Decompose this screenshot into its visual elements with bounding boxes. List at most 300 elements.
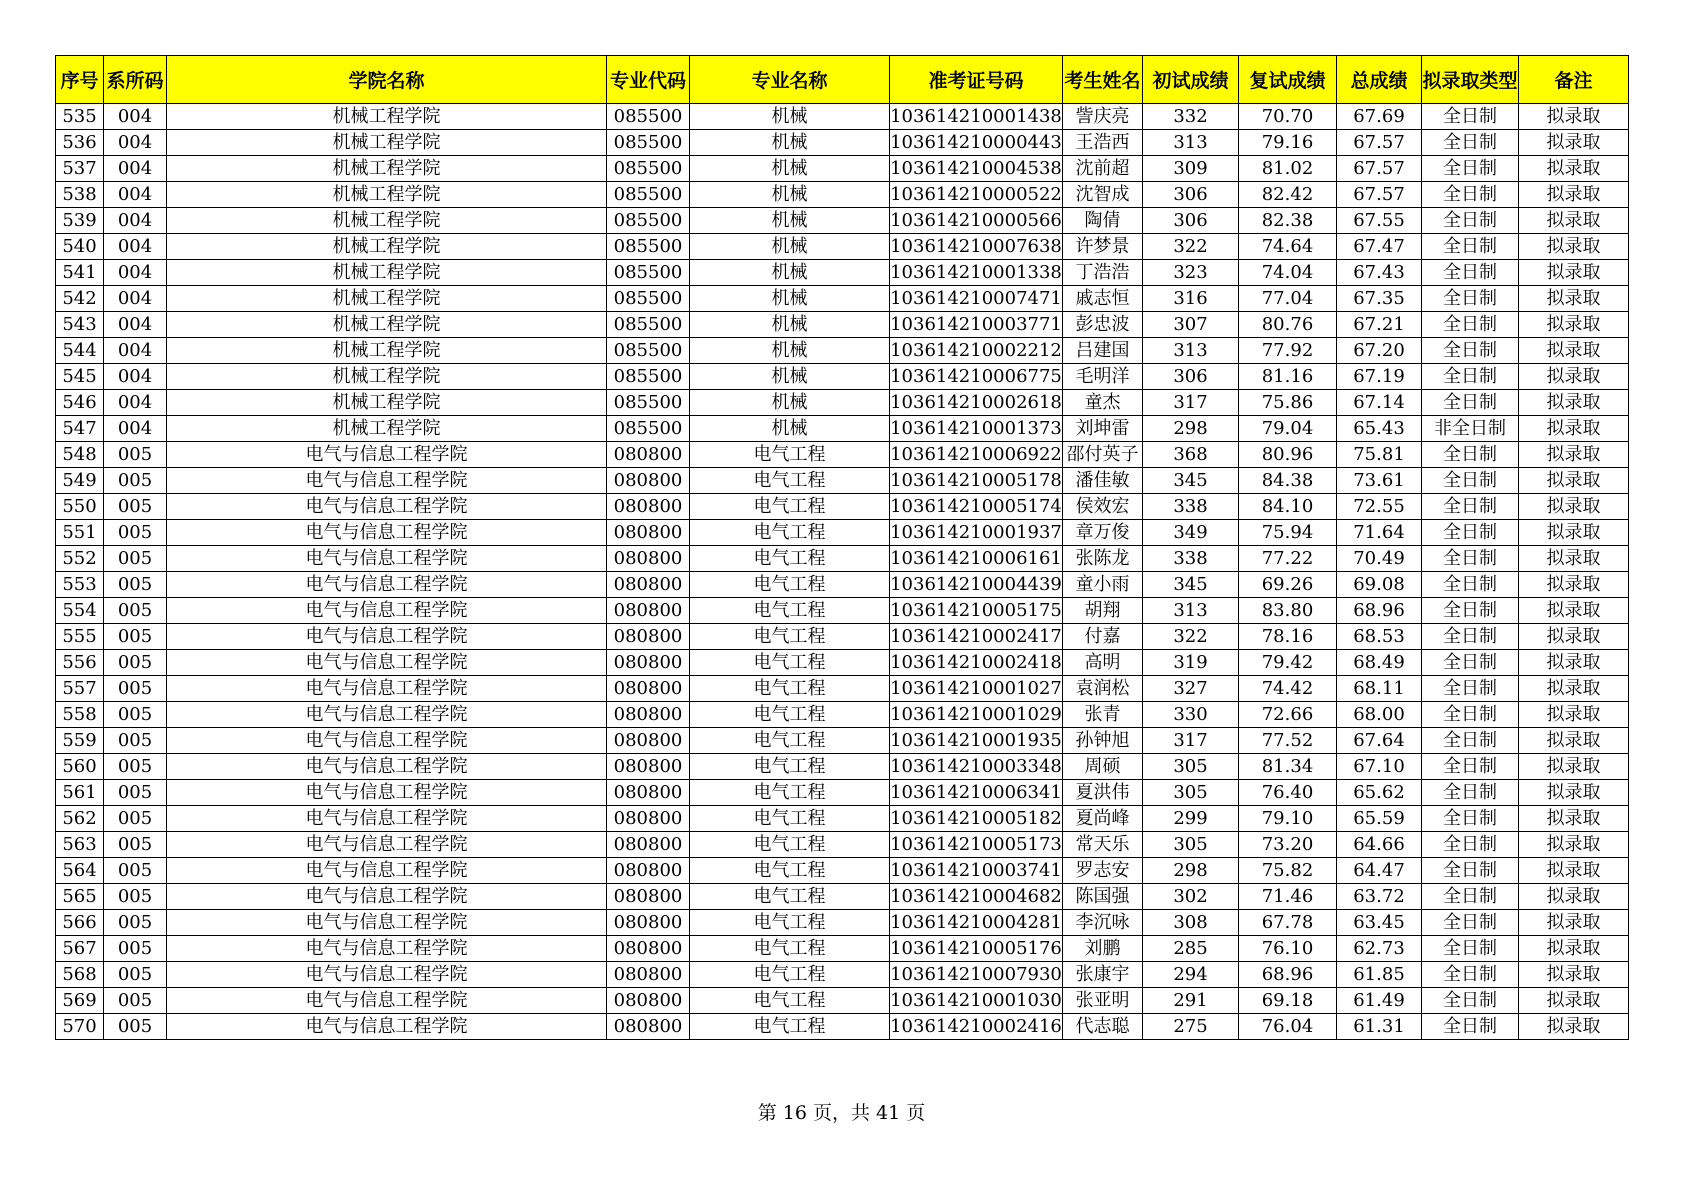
cell-col-college: 电气与信息工程学院 [167,910,607,936]
cell-col-admission-type: 全日制 [1422,650,1519,676]
cell-col-dept-code: 005 [104,676,167,702]
cell-col-exam-id: 103614210004682 [890,884,1063,910]
cell-col-major-code: 085500 [607,364,690,390]
cell-col-name: 邵付英子 [1063,442,1143,468]
cell-col-retest-score: 74.42 [1239,676,1337,702]
cell-col-exam-id: 103614210005173 [890,832,1063,858]
cell-col-dept-code: 005 [104,806,167,832]
cell-col-name: 戚志恒 [1063,286,1143,312]
cell-col-seq: 553 [56,572,104,598]
cell-col-name: 张陈龙 [1063,546,1143,572]
cell-col-remark: 拟录取 [1519,728,1629,754]
table-row [56,416,1629,442]
cell-col-total-score: 67.57 [1337,156,1422,182]
cell-col-major: 机械 [690,416,890,442]
cell-col-exam-id: 103614210002417 [890,624,1063,650]
cell-col-initial-score: 317 [1143,728,1239,754]
cell-col-dept-code: 005 [104,832,167,858]
cell-col-initial-score: 306 [1143,364,1239,390]
cell-col-name: 张亚明 [1063,988,1143,1014]
cell-col-remark: 拟录取 [1519,104,1629,130]
cell-col-initial-score: 368 [1143,442,1239,468]
cell-col-dept-code: 005 [104,910,167,936]
cell-col-college: 机械工程学院 [167,312,607,338]
cell-col-dept-code: 005 [104,650,167,676]
cell-col-total-score: 67.35 [1337,286,1422,312]
cell-col-retest-score: 69.26 [1239,572,1337,598]
cell-col-remark: 拟录取 [1519,988,1629,1014]
cell-col-name: 沈前超 [1063,156,1143,182]
cell-col-name: 夏洪伟 [1063,780,1143,806]
cell-col-name: 张青 [1063,702,1143,728]
cell-col-seq: 567 [56,936,104,962]
cell-col-retest-score: 78.16 [1239,624,1337,650]
cell-col-remark: 拟录取 [1519,208,1629,234]
cell-col-initial-score: 291 [1143,988,1239,1014]
cell-col-total-score: 75.81 [1337,442,1422,468]
cell-col-retest-score: 73.20 [1239,832,1337,858]
cell-col-major-code: 080800 [607,832,690,858]
cell-col-initial-score: 345 [1143,572,1239,598]
table-row [56,494,1629,520]
cell-col-admission-type: 全日制 [1422,338,1519,364]
cell-col-seq: 569 [56,988,104,1014]
cell-col-admission-type: 全日制 [1422,182,1519,208]
cell-col-retest-score: 82.42 [1239,182,1337,208]
cell-col-initial-score: 299 [1143,806,1239,832]
cell-col-dept-code: 004 [104,416,167,442]
table-row [56,546,1629,572]
cell-col-admission-type: 全日制 [1422,962,1519,988]
cell-col-major: 电气工程 [690,546,890,572]
cell-col-remark: 拟录取 [1519,286,1629,312]
cell-col-major: 机械 [690,260,890,286]
cell-col-major: 机械 [690,312,890,338]
cell-col-college: 电气与信息工程学院 [167,676,607,702]
cell-col-exam-id: 103614210005182 [890,806,1063,832]
cell-col-dept-code: 005 [104,780,167,806]
header-col-retest-score: 复试成绩 [1239,56,1337,104]
cell-col-retest-score: 69.18 [1239,988,1337,1014]
cell-col-major-code: 080800 [607,494,690,520]
cell-col-name: 高明 [1063,650,1143,676]
table-row [56,988,1629,1014]
cell-col-major-code: 080800 [607,572,690,598]
header-col-major: 专业名称 [690,56,890,104]
cell-col-major-code: 085500 [607,104,690,130]
cell-col-initial-score: 313 [1143,338,1239,364]
cell-col-seq: 547 [56,416,104,442]
cell-col-remark: 拟录取 [1519,182,1629,208]
cell-col-dept-code: 005 [104,884,167,910]
cell-col-name: 陈国强 [1063,884,1143,910]
cell-col-total-score: 61.85 [1337,962,1422,988]
cell-col-retest-score: 79.42 [1239,650,1337,676]
cell-col-admission-type: 全日制 [1422,988,1519,1014]
cell-col-retest-score: 82.38 [1239,208,1337,234]
cell-col-college: 机械工程学院 [167,416,607,442]
table-row [56,182,1629,208]
cell-col-major: 电气工程 [690,598,890,624]
cell-col-major: 电气工程 [690,468,890,494]
cell-col-seq: 565 [56,884,104,910]
cell-col-retest-score: 77.52 [1239,728,1337,754]
table-row [56,962,1629,988]
cell-col-retest-score: 74.04 [1239,260,1337,286]
cell-col-seq: 555 [56,624,104,650]
cell-col-name: 訾庆亮 [1063,104,1143,130]
cell-col-major-code: 080800 [607,676,690,702]
cell-col-admission-type: 全日制 [1422,910,1519,936]
cell-col-exam-id: 103614210002212 [890,338,1063,364]
cell-col-name: 常天乐 [1063,832,1143,858]
cell-col-seq: 535 [56,104,104,130]
cell-col-name: 孙钟旭 [1063,728,1143,754]
cell-col-total-score: 68.11 [1337,676,1422,702]
cell-col-name: 袁润松 [1063,676,1143,702]
cell-col-name: 王浩西 [1063,130,1143,156]
cell-col-exam-id: 103614210003771 [890,312,1063,338]
cell-col-major-code: 085500 [607,312,690,338]
table-row [56,780,1629,806]
table-row [56,390,1629,416]
cell-col-total-score: 61.31 [1337,1014,1422,1040]
cell-col-college: 机械工程学院 [167,130,607,156]
cell-col-college: 机械工程学院 [167,338,607,364]
cell-col-admission-type: 全日制 [1422,130,1519,156]
cell-col-admission-type: 全日制 [1422,858,1519,884]
cell-col-total-score: 65.59 [1337,806,1422,832]
cell-col-total-score: 68.00 [1337,702,1422,728]
cell-col-initial-score: 338 [1143,546,1239,572]
cell-col-remark: 拟录取 [1519,156,1629,182]
cell-col-admission-type: 全日制 [1422,754,1519,780]
cell-col-remark: 拟录取 [1519,598,1629,624]
cell-col-college: 电气与信息工程学院 [167,988,607,1014]
cell-col-seq: 542 [56,286,104,312]
cell-col-dept-code: 004 [104,104,167,130]
cell-col-major-code: 085500 [607,338,690,364]
cell-col-major: 电气工程 [690,884,890,910]
cell-col-initial-score: 305 [1143,754,1239,780]
cell-col-seq: 541 [56,260,104,286]
table-row [56,806,1629,832]
cell-col-college: 电气与信息工程学院 [167,884,607,910]
cell-col-retest-score: 84.38 [1239,468,1337,494]
header-col-college: 学院名称 [167,56,607,104]
cell-col-exam-id: 103614210005174 [890,494,1063,520]
cell-col-admission-type: 全日制 [1422,234,1519,260]
cell-col-major-code: 085500 [607,234,690,260]
cell-col-dept-code: 004 [104,286,167,312]
cell-col-admission-type: 全日制 [1422,468,1519,494]
cell-col-remark: 拟录取 [1519,676,1629,702]
table-row [56,442,1629,468]
cell-col-college: 机械工程学院 [167,182,607,208]
cell-col-major-code: 080800 [607,702,690,728]
cell-col-exam-id: 103614210001373 [890,416,1063,442]
cell-col-retest-score: 72.66 [1239,702,1337,728]
cell-col-major-code: 080800 [607,442,690,468]
cell-col-dept-code: 004 [104,130,167,156]
cell-col-college: 电气与信息工程学院 [167,754,607,780]
table-row [56,936,1629,962]
cell-col-total-score: 68.96 [1337,598,1422,624]
header-col-initial-score: 初试成绩 [1143,56,1239,104]
cell-col-major-code: 085500 [607,286,690,312]
cell-col-seq: 549 [56,468,104,494]
cell-col-dept-code: 005 [104,494,167,520]
cell-col-dept-code: 004 [104,390,167,416]
cell-col-major: 电气工程 [690,728,890,754]
cell-col-retest-score: 81.02 [1239,156,1337,182]
cell-col-dept-code: 004 [104,234,167,260]
cell-col-retest-score: 77.92 [1239,338,1337,364]
cell-col-initial-score: 330 [1143,702,1239,728]
cell-col-major-code: 080800 [607,988,690,1014]
cell-col-name: 罗志安 [1063,858,1143,884]
cell-col-initial-score: 319 [1143,650,1239,676]
cell-col-remark: 拟录取 [1519,936,1629,962]
cell-col-retest-score: 79.04 [1239,416,1337,442]
cell-col-dept-code: 005 [104,520,167,546]
cell-col-retest-score: 71.46 [1239,884,1337,910]
cell-col-major: 机械 [690,182,890,208]
cell-col-remark: 拟录取 [1519,832,1629,858]
header-col-exam-id: 准考证号码 [890,56,1063,104]
cell-col-seq: 539 [56,208,104,234]
cell-col-total-score: 67.57 [1337,182,1422,208]
cell-col-initial-score: 345 [1143,468,1239,494]
cell-col-initial-score: 313 [1143,130,1239,156]
cell-col-initial-score: 349 [1143,520,1239,546]
cell-col-retest-score: 76.40 [1239,780,1337,806]
cell-col-college: 电气与信息工程学院 [167,598,607,624]
cell-col-name: 张康宇 [1063,962,1143,988]
cell-col-college: 电气与信息工程学院 [167,728,607,754]
table-row [56,624,1629,650]
cell-col-admission-type: 全日制 [1422,598,1519,624]
cell-col-remark: 拟录取 [1519,260,1629,286]
cell-col-seq: 560 [56,754,104,780]
table-row [56,338,1629,364]
table-row [56,156,1629,182]
cell-col-college: 机械工程学院 [167,104,607,130]
cell-col-total-score: 62.73 [1337,936,1422,962]
cell-col-admission-type: 全日制 [1422,624,1519,650]
cell-col-total-score: 67.14 [1337,390,1422,416]
cell-col-total-score: 65.62 [1337,780,1422,806]
cell-col-initial-score: 306 [1143,182,1239,208]
cell-col-college: 电气与信息工程学院 [167,468,607,494]
cell-col-total-score: 64.66 [1337,832,1422,858]
cell-col-admission-type: 全日制 [1422,104,1519,130]
table-row [56,130,1629,156]
cell-col-major: 电气工程 [690,858,890,884]
page-footer: 第 16 页，共 41 页 [757,1102,926,1124]
cell-col-college: 电气与信息工程学院 [167,546,607,572]
cell-col-college: 机械工程学院 [167,286,607,312]
cell-col-dept-code: 004 [104,364,167,390]
cell-col-admission-type: 全日制 [1422,312,1519,338]
cell-col-college: 电气与信息工程学院 [167,520,607,546]
cell-col-retest-score: 74.64 [1239,234,1337,260]
cell-col-name: 周硕 [1063,754,1143,780]
cell-col-admission-type: 非全日制 [1422,416,1519,442]
cell-col-admission-type: 全日制 [1422,494,1519,520]
cell-col-major: 电气工程 [690,572,890,598]
cell-col-major: 电气工程 [690,1014,890,1040]
cell-col-major-code: 080800 [607,962,690,988]
cell-col-major-code: 085500 [607,130,690,156]
cell-col-exam-id: 103614210006922 [890,442,1063,468]
cell-col-exam-id: 103614210000522 [890,182,1063,208]
cell-col-name: 代志聪 [1063,1014,1143,1040]
cell-col-major-code: 085500 [607,416,690,442]
cell-col-exam-id: 103614210002418 [890,650,1063,676]
cell-col-dept-code: 005 [104,572,167,598]
cell-col-total-score: 71.64 [1337,520,1422,546]
cell-col-total-score: 67.57 [1337,130,1422,156]
cell-col-name: 侯效宏 [1063,494,1143,520]
cell-col-seq: 556 [56,650,104,676]
cell-col-exam-id: 103614210001338 [890,260,1063,286]
cell-col-initial-score: 322 [1143,234,1239,260]
cell-col-dept-code: 004 [104,156,167,182]
cell-col-remark: 拟录取 [1519,910,1629,936]
cell-col-retest-score: 77.22 [1239,546,1337,572]
cell-col-major-code: 085500 [607,390,690,416]
cell-col-major: 电气工程 [690,650,890,676]
cell-col-total-score: 69.08 [1337,572,1422,598]
cell-col-major-code: 080800 [607,910,690,936]
cell-col-admission-type: 全日制 [1422,572,1519,598]
cell-col-college: 电气与信息工程学院 [167,806,607,832]
cell-col-major-code: 080800 [607,624,690,650]
cell-col-major-code: 080800 [607,1014,690,1040]
cell-col-name: 许梦景 [1063,234,1143,260]
table-row [56,520,1629,546]
cell-col-exam-id: 103614210004439 [890,572,1063,598]
cell-col-admission-type: 全日制 [1422,156,1519,182]
cell-col-major: 电气工程 [690,962,890,988]
cell-col-major-code: 080800 [607,780,690,806]
cell-col-college: 机械工程学院 [167,208,607,234]
cell-col-exam-id: 103614210006161 [890,546,1063,572]
cell-col-major-code: 080800 [607,520,690,546]
cell-col-major: 机械 [690,234,890,260]
cell-col-exam-id: 103614210006775 [890,364,1063,390]
cell-col-total-score: 73.61 [1337,468,1422,494]
cell-col-exam-id: 103614210004538 [890,156,1063,182]
table-row [56,754,1629,780]
cell-col-seq: 551 [56,520,104,546]
cell-col-retest-score: 76.04 [1239,1014,1337,1040]
cell-col-seq: 563 [56,832,104,858]
cell-col-major-code: 080800 [607,754,690,780]
header-col-dept-code: 系所码 [104,56,167,104]
cell-col-major: 机械 [690,208,890,234]
cell-col-seq: 537 [56,156,104,182]
cell-col-initial-score: 316 [1143,286,1239,312]
cell-col-dept-code: 005 [104,1014,167,1040]
cell-col-college: 机械工程学院 [167,156,607,182]
header-col-seq: 序号 [56,56,104,104]
cell-col-retest-score: 67.78 [1239,910,1337,936]
cell-col-admission-type: 全日制 [1422,286,1519,312]
cell-col-seq: 552 [56,546,104,572]
admission-table [55,55,1629,1040]
cell-col-retest-score: 75.94 [1239,520,1337,546]
cell-col-major-code: 080800 [607,546,690,572]
cell-col-major-code: 085500 [607,156,690,182]
cell-col-exam-id: 103614210000443 [890,130,1063,156]
cell-col-remark: 拟录取 [1519,572,1629,598]
cell-col-dept-code: 005 [104,598,167,624]
cell-col-initial-score: 313 [1143,598,1239,624]
cell-col-total-score: 63.45 [1337,910,1422,936]
cell-col-remark: 拟录取 [1519,520,1629,546]
cell-col-dept-code: 004 [104,182,167,208]
cell-col-major: 机械 [690,390,890,416]
cell-col-exam-id: 103614210005175 [890,598,1063,624]
cell-col-initial-score: 298 [1143,858,1239,884]
table-body [56,104,1629,1040]
cell-col-exam-id: 103614210007638 [890,234,1063,260]
cell-col-name: 童小雨 [1063,572,1143,598]
cell-col-admission-type: 全日制 [1422,1014,1519,1040]
cell-col-retest-score: 81.16 [1239,364,1337,390]
cell-col-major: 电气工程 [690,936,890,962]
cell-col-dept-code: 005 [104,546,167,572]
cell-col-retest-score: 68.96 [1239,962,1337,988]
table-row [56,208,1629,234]
table-row [56,468,1629,494]
cell-col-admission-type: 全日制 [1422,936,1519,962]
table-row [56,650,1629,676]
table-row [56,910,1629,936]
cell-col-seq: 550 [56,494,104,520]
cell-col-remark: 拟录取 [1519,624,1629,650]
cell-col-total-score: 67.69 [1337,104,1422,130]
cell-col-retest-score: 79.10 [1239,806,1337,832]
cell-col-initial-score: 338 [1143,494,1239,520]
table-header-row [56,56,1629,104]
cell-col-remark: 拟录取 [1519,390,1629,416]
cell-col-college: 电气与信息工程学院 [167,624,607,650]
cell-col-total-score: 67.19 [1337,364,1422,390]
cell-col-seq: 559 [56,728,104,754]
cell-col-dept-code: 005 [104,468,167,494]
cell-col-total-score: 67.20 [1337,338,1422,364]
cell-col-major: 电气工程 [690,988,890,1014]
cell-col-name: 夏尚峰 [1063,806,1143,832]
table-row [56,286,1629,312]
cell-col-admission-type: 全日制 [1422,260,1519,286]
cell-col-retest-score: 75.82 [1239,858,1337,884]
cell-col-major: 电气工程 [690,676,890,702]
cell-col-major-code: 080800 [607,598,690,624]
cell-col-major-code: 085500 [607,208,690,234]
cell-col-major: 电气工程 [690,806,890,832]
cell-col-total-score: 67.21 [1337,312,1422,338]
table-row [56,858,1629,884]
cell-col-major: 电气工程 [690,780,890,806]
cell-col-major: 电气工程 [690,520,890,546]
cell-col-major: 机械 [690,130,890,156]
cell-col-dept-code: 004 [104,260,167,286]
cell-col-initial-score: 305 [1143,780,1239,806]
